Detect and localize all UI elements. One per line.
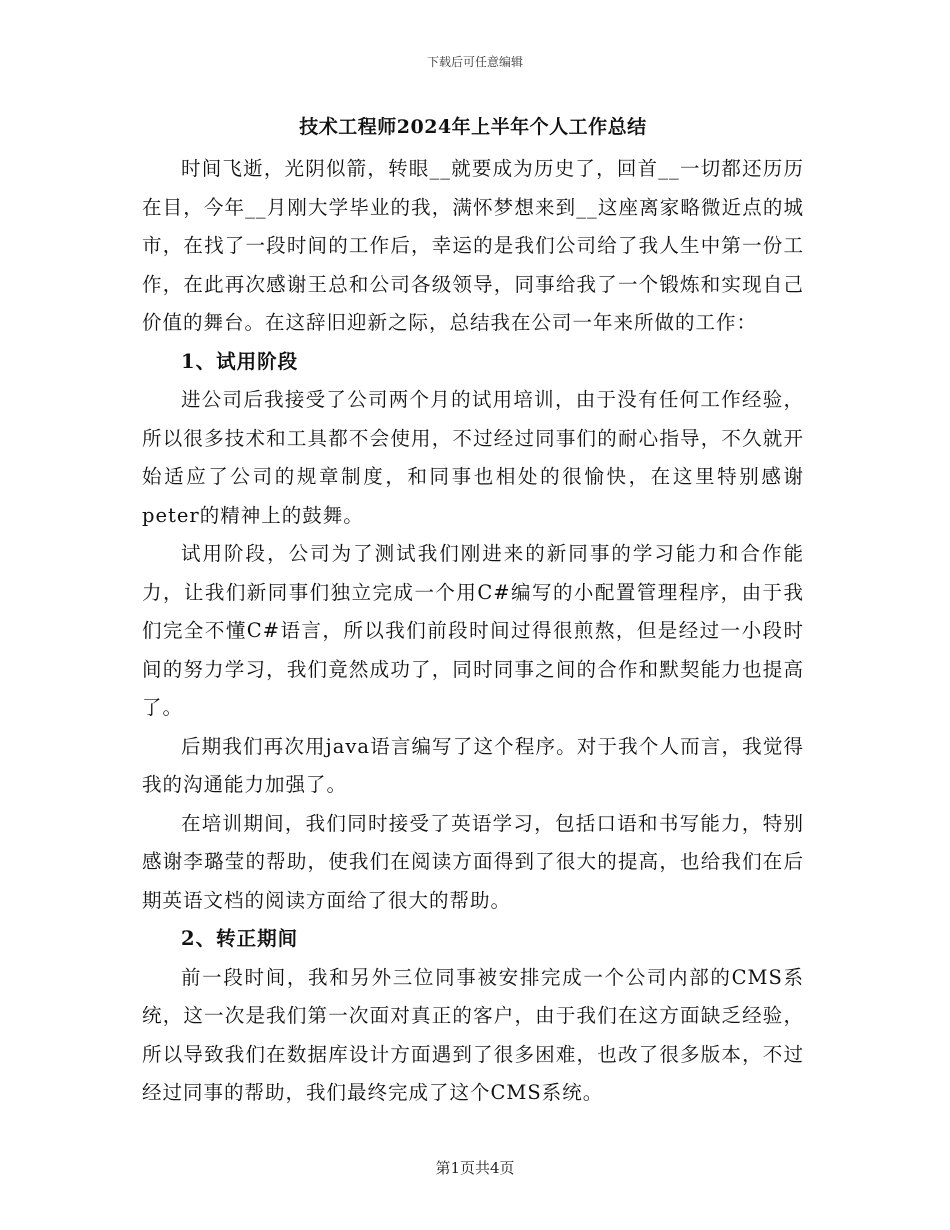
header-note: 下载后可任意编辑 [426, 55, 523, 69]
paragraph-english-training: 在培训期间，我们同时接受了英语学习，包括口语和书写能力，特别感谢李璐莹的帮助，使我们在阅读方面得到了很大的提高，也给我们在后期英语文档的阅读方面给了很大的帮助。 [142, 811, 804, 912]
document-body [142, 110, 804, 1113]
document-title: 技术工程师2024年上半年个人工作总结 [299, 116, 647, 138]
section-heading-regularization: 2、转正期间 [181, 927, 299, 950]
paragraph-intro: 时间飞逝，光阴似箭，转眼__就要成为历史了，回首__一切都还历历在目，今年__月刚大学毕业的我，满怀梦想来到__这座离家略微近点的城市，在找了一段时间的工作后，幸运的是我们公司给了我人生中第一份工作，在此再次感谢王总和公司各级领导，同事给我了一个锻炼和实现自己价值的舞台。在这辞旧迎新之际，总结我在公司一年来所做的工作： [142, 157, 804, 334]
page-number: 第1页共4页 [435, 1159, 515, 1177]
paragraph-probation-training: 进公司后我接受了公司两个月的试用培训，由于没有任何工作经验，所以很多技术和工具都不会使用，不过经过同事们的耐心指导，不久就开始适应了公司的规章制度，和同事也相处的很愉快，在这里特别感谢peter的精神上的鼓舞。 [142, 388, 804, 527]
paragraph-java-rewrite: 后期我们再次用java语言编写了这个程序。对于我个人而言，我觉得我的沟通能力加强了。 [142, 734, 804, 796]
paragraph-cms-project: 前一段时间，我和另外三位同事被安排完成一个公司内部的CMS系统，这一次是我们第一次面对真正的客户，由于我们在这方面缺乏经验，所以导致我们在数据库设计方面遇到了很多困难，也改了很多版本，不过经过同事的帮助，我们最终完成了这个CMS系统。 [142, 965, 804, 1104]
paragraph-probation-test: 试用阶段，公司为了测试我们刚进来的新同事的学习能力和合作能力，让我们新同事们独立完成一个用C#编写的小配置管理程序，由于我们完全不懂C#语言，所以我们前段时间过得很煎熬，但是经过一小段时间的努力学习，我们竟然成功了，同时同事之间的合作和默契能力也提高了。 [142, 542, 804, 719]
section-heading-probation: 1、试用阶段 [181, 349, 299, 373]
